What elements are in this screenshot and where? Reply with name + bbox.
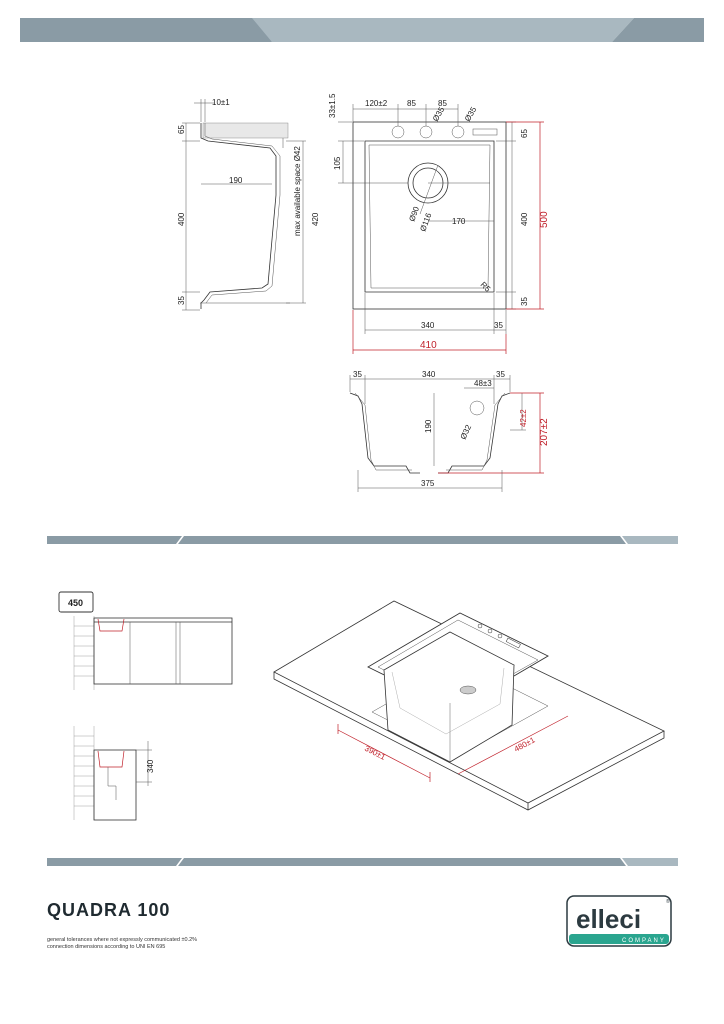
top-view-drawing [328,93,550,354]
svg-text:elleci: elleci [576,904,642,934]
top-dim-120: 120±2 [365,99,388,108]
top-dim-400: 400 [520,212,529,226]
top-dim-105: 105 [333,156,342,170]
front-dim-35a: 35 [353,370,362,379]
side-dim-190: 190 [229,176,243,185]
side-dim-35: 35 [177,296,186,305]
elleci-logo [566,895,674,947]
cutout-width-label: 390±1 [363,743,387,762]
top-dim-170: 170 [452,217,466,226]
tolerance-note: general tolerances where not expressly communicated ±0.2% [47,937,198,943]
side-section-drawing [177,98,320,310]
cabinet-depth-label: 340 [146,759,155,773]
front-dim-375: 375 [421,479,435,488]
front-dim-dia32: Ø32 [458,423,474,441]
cabinet-size-label: 450 [68,598,84,608]
svg-text:COMPANY: COMPANY [622,938,666,944]
front-dim-48: 48±3 [474,379,492,388]
front-dim-340: 340 [422,370,436,379]
top-dim-35b: 35 [494,321,503,330]
top-dim-85a: 85 [407,99,416,108]
top-dim-65: 65 [520,129,529,138]
front-dim-190: 190 [424,419,433,433]
side-dim-space: max available space Ø42 [293,146,302,236]
cutout-depth-label: 480±1 [512,735,537,754]
top-dim-dia35b: Ø35 [462,105,479,123]
top-dim-410: 410 [420,340,437,351]
top-dim-340: 340 [421,321,435,330]
top-dim-33: 33±1.5 [328,93,337,118]
top-dim-85b: 85 [438,99,447,108]
svg-text:®: ® [666,899,670,905]
product-title: QUADRA 100 [47,900,171,920]
top-dim-r5: R5 [478,280,493,294]
connection-note: connection dimensions according to UNI EN 695 [47,944,166,950]
top-dim-35: 35 [520,297,529,306]
cabinet-front-view [59,592,232,690]
front-section-drawing [350,370,550,492]
side-dim-420: 420 [311,212,320,226]
top-dim-dia35a: Ø35 [430,105,447,123]
front-dim-207: 207±2 [539,418,550,446]
side-dim-top: 10±1 [212,98,230,107]
top-dim-dia90: Ø90 [407,205,422,223]
top-dim-500: 500 [539,211,550,228]
front-dim-35b: 35 [496,370,505,379]
side-dim-65: 65 [177,125,186,134]
top-dim-dia116: Ø116 [418,211,434,233]
side-dim-400: 400 [177,212,186,226]
cabinet-side-view [74,726,155,820]
isometric-worktop-view [274,601,664,810]
front-dim-42: 42±2 [519,409,528,427]
